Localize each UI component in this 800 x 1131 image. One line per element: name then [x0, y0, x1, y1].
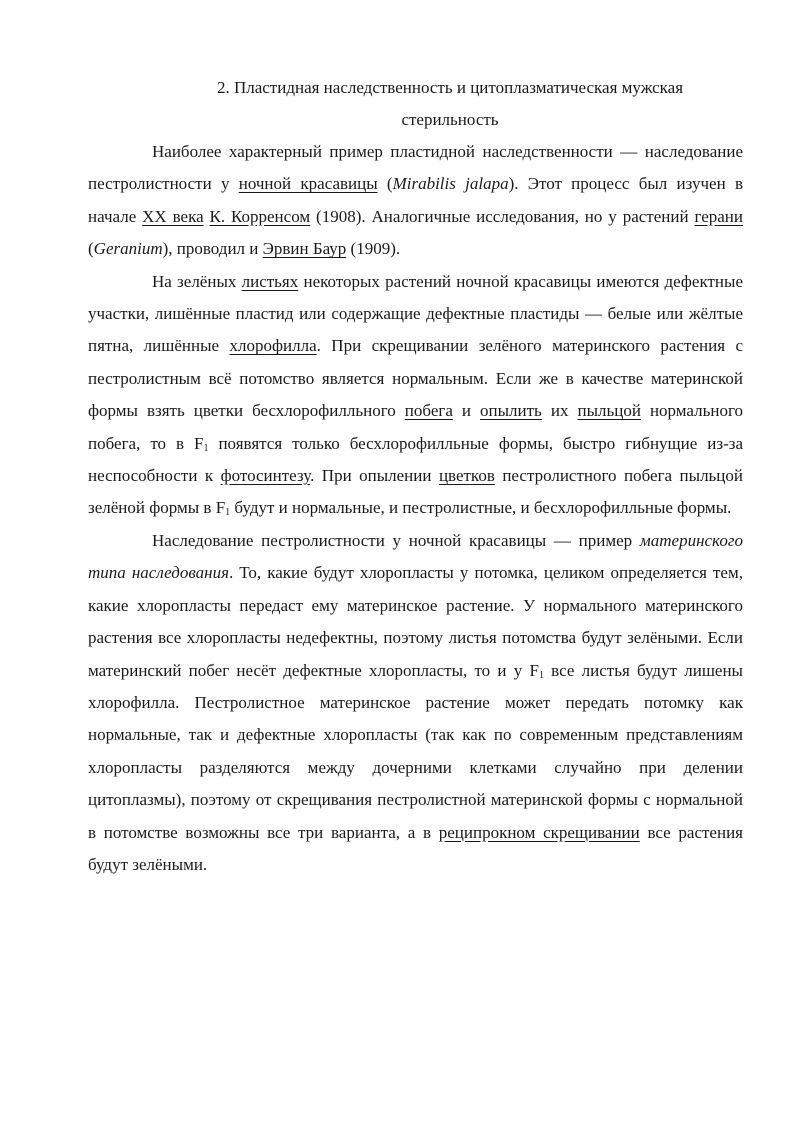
text: некоторых растений ночной красавицы имеются дефектные участки, лишённые пластид или содержащие дефектные пластиды — белые или жёлтые пятна, лишённые	[88, 271, 743, 356]
link-shoot[interactable]: побега	[404, 401, 453, 421]
paragraph-3	[88, 525, 743, 881]
text: . При скрещивании зелёного материнского растения с пестролистным всё потомство является нормальным. Если же в качестве материнской формы взять цветки бесхлорофилльного	[88, 336, 743, 421]
paragraph-1	[88, 136, 743, 266]
text: Наиболее характерный пример пластидной наследственности — наследование пестролистности у	[88, 142, 743, 194]
link-photosynthesis[interactable]: фотосинтезу	[220, 466, 311, 486]
text: . При опылении	[310, 466, 439, 486]
link-pollinate[interactable]: опылить	[480, 401, 542, 421]
document-body	[88, 136, 743, 881]
text: пестролистного побега пыльцой зелёной формы в F	[88, 466, 744, 518]
heading-line-2: стерильность	[401, 110, 499, 129]
text: ). Этот процесс был изучен в начале	[88, 174, 743, 226]
link-chlorophyll[interactable]: хлорофилла	[229, 336, 317, 356]
text: и	[452, 401, 481, 421]
subscript: 1	[225, 507, 231, 519]
text: их	[541, 401, 578, 421]
section-heading	[150, 72, 750, 136]
link-reciprocal-cross[interactable]: реципрокном скрещивании	[438, 822, 640, 842]
emphasis: материнского типа наследования	[88, 530, 743, 583]
text: все листья будут лишены хлорофилла. Пестролистное материнское растение может передать потомку как нормальные, так и дефектные хлоропласты (так как по современным представлениям хлоропласты разделяются между дочерними клетками случайно при делении цитоплазмы), поэтому от скрещивания пестролистной материнской формы с нормальной в потомстве возможны все три варианта, а в	[88, 660, 743, 842]
latin-name: Geranium	[93, 239, 163, 259]
heading-line-1: 2. Пластидная наследственность и цитоплазматическая мужская	[216, 78, 684, 97]
link-pollen[interactable]: пыльцой	[577, 401, 641, 421]
text: Наследование пестролистности у ночной красавицы — пример	[152, 530, 640, 550]
link-flowers[interactable]: цветков	[438, 466, 495, 486]
paragraph-2	[88, 266, 743, 525]
link-leaves[interactable]: листьях	[241, 271, 299, 291]
text: (	[377, 174, 393, 194]
text: нормального побега, то в F	[88, 401, 743, 453]
text: На зелёных	[152, 271, 242, 291]
text: (	[88, 239, 94, 259]
subscript: 1	[538, 669, 544, 681]
text: (1908). Аналогичные исследования, но у растений	[310, 206, 695, 226]
text: (1909).	[346, 239, 401, 259]
link-correns[interactable]: К. Корренсом	[209, 206, 311, 226]
latin-name: Mirabilis jalapa	[392, 174, 509, 194]
subscript: 1	[203, 442, 209, 454]
text: . То, какие будут хлоропласты у потомка, целиком определяется тем, какие хлоропласты передаст ему материнское растение. У нормального материнского растения все хлоропласты недефектны, поэтому листья потомства будут зелёными. Если материнский побег несёт дефектные хлоропласты, то и у F	[88, 563, 743, 680]
text: все растения будут зелёными.	[88, 822, 743, 874]
link-erwin-baur[interactable]: Эрвин Баур	[262, 239, 347, 259]
text: будут и нормальные, и пестролистные, и бесхлорофилльные формы.	[230, 498, 732, 518]
link-xx-century[interactable]: XX века	[142, 206, 204, 226]
text: появятся только бесхлорофилльные формы, быстро гибнущие из-за неспособности к	[88, 433, 743, 486]
text: ), проводил и	[162, 239, 263, 259]
link-geranium[interactable]: герани	[694, 206, 743, 226]
link-mirabilis[interactable]: ночной красавицы	[238, 174, 378, 194]
